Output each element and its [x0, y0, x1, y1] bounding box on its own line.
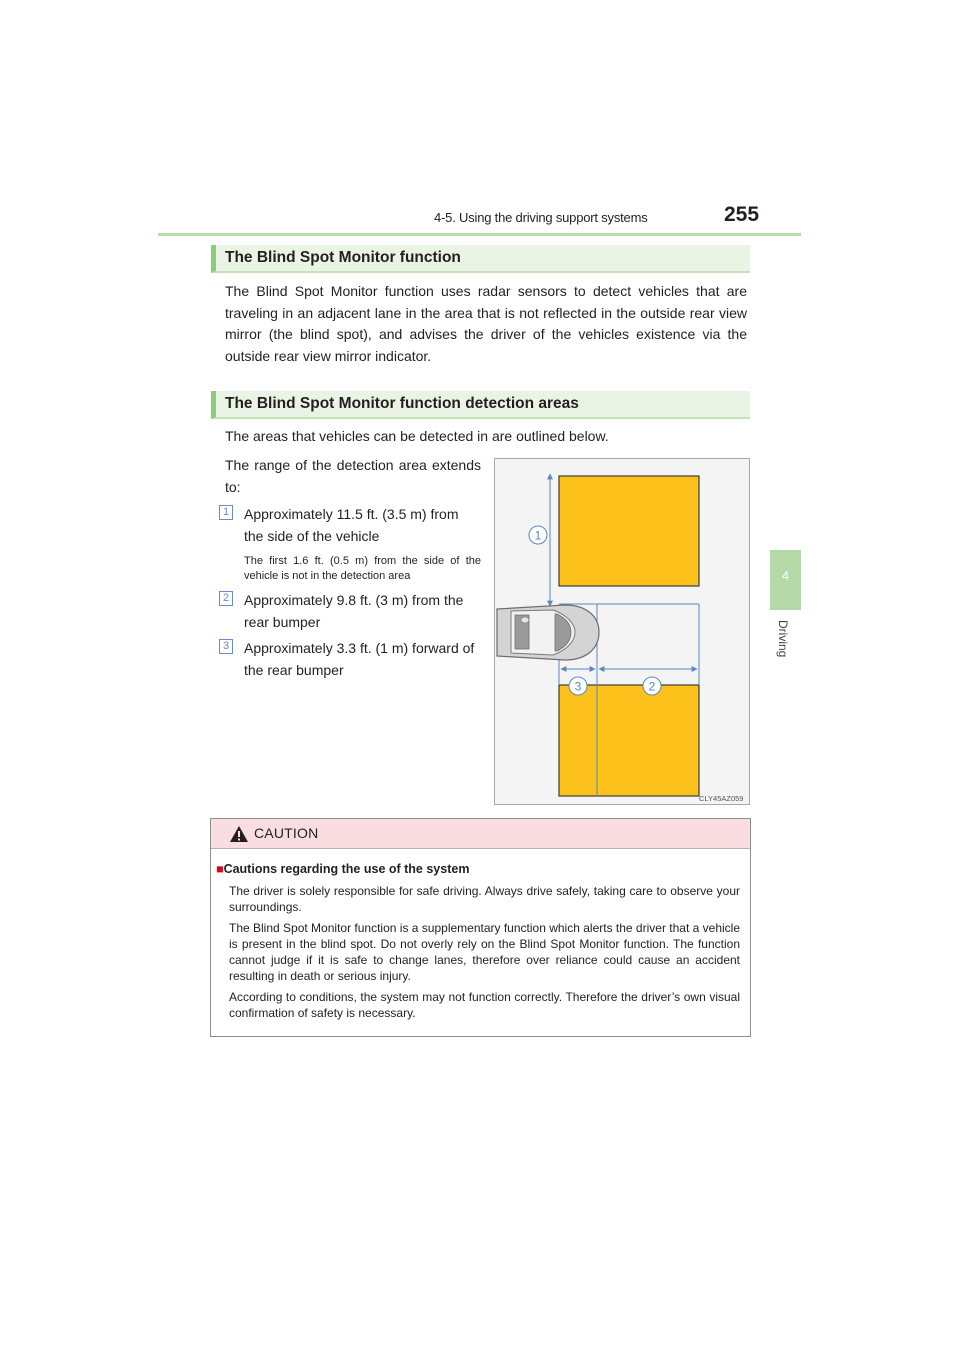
detection-area-figure — [494, 458, 750, 805]
chapter-tab-label: Driving — [776, 620, 790, 658]
detection-zone-rear — [559, 685, 699, 796]
detection-zone-front — [559, 476, 699, 586]
caution-subheading-text: Cautions regarding the use of the system — [223, 862, 470, 876]
caution-paragraph-3: According to conditions, the system may not function correctly. Therefore the driver’s own visual confirmation of safety is necessary. — [229, 990, 740, 1020]
section-header-title: 4-5. Using the driving support systems — [434, 210, 648, 225]
header-divider — [158, 233, 801, 236]
list-item-1: Approximately 11.5 ft. (3.5 m) from the side of the vehicle — [244, 506, 459, 544]
caution-subheading — [216, 862, 469, 876]
caution-header — [211, 819, 750, 849]
list-number-1: 1 — [219, 505, 233, 520]
list-number-2: 2 — [219, 591, 233, 606]
callout-3 — [569, 677, 587, 695]
figure-code: CLY45AZ059 — [699, 794, 744, 803]
page-number: 255 — [724, 203, 760, 226]
caution-bullet-icon: ■ — [216, 862, 224, 876]
caution-title: CAUTION — [254, 825, 319, 841]
callout-1 — [529, 526, 547, 544]
callout-2-label: 2 — [648, 679, 656, 694]
detection-area-diagram — [495, 459, 751, 806]
detection-range-intro: The range of the detection area extends to: — [225, 457, 481, 495]
list-item-1-note: The first 1.6 ft. (0.5 m) from the side of the vehicle is not in the detection area — [244, 555, 481, 582]
vehicle-top-view — [497, 605, 599, 660]
callout-2 — [643, 677, 661, 695]
section-heading-bsm-function — [211, 245, 750, 273]
section-heading-detection-areas — [211, 391, 750, 419]
section-heading-text: The Blind Spot Monitor function detection areas — [225, 395, 579, 412]
callout-1-label: 1 — [534, 528, 542, 543]
caution-paragraph-2: The Blind Spot Monitor function is a supplementary function which alerts the driver that a vehicle is present in the blind spot. Do not overly rely on the Blind Spot Monitor function. The function cannot judge if it is safe to change lanes, therefore over reliance could cause an accident resulting in death or serious injury. — [229, 921, 740, 983]
list-item-3: Approximately 3.3 ft. (1 m) forward of the rear bumper — [244, 640, 475, 678]
warning-triangle-icon — [229, 825, 249, 843]
chapter-tab-number: 4 — [781, 568, 790, 583]
section-heading-text: The Blind Spot Monitor function — [225, 249, 461, 266]
detection-areas-intro: The areas that vehicles can be detected in are outlined below. — [225, 428, 609, 444]
section-body-bsm-function: The Blind Spot Monitor function uses radar sensors to detect vehicles that are traveling in an adjacent lane in the area that is not reflected in the outside rear view mirror (the blind spot), and advises the driver of the vehicles existence via the outside rear view mirror indicator. — [225, 283, 747, 364]
caution-box — [210, 818, 751, 1037]
callout-3-label: 3 — [574, 679, 582, 694]
list-item-2: Approximately 9.8 ft. (3 m) from the rear bumper — [244, 592, 464, 630]
caution-paragraph-1: The driver is solely responsible for safe driving. Always drive safely, taking care to observe your surroundings. — [229, 884, 740, 914]
list-number-3: 3 — [219, 639, 233, 654]
